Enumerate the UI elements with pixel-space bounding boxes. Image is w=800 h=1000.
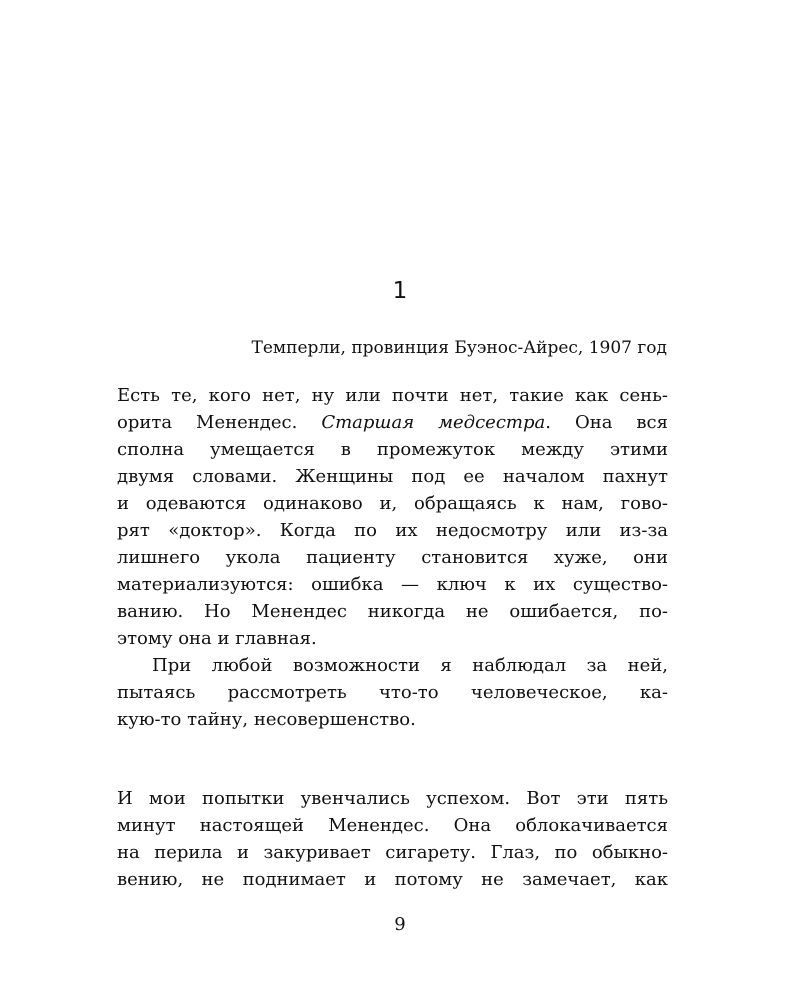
text-line: пытаясь рассмотреть что-то человеческое, ка-: [117, 682, 668, 703]
text-line: двумя словами. Женщины под ее началом пахнут: [117, 466, 668, 487]
text-line: кую-то тайну, несовершенство.: [117, 709, 416, 730]
text-line: рят «доктор». Когда по их недосмотру или из-за: [117, 520, 668, 541]
text-segment: . Она вся: [545, 412, 668, 433]
page-number: 9: [394, 914, 406, 935]
chapter-number: 1: [392, 278, 408, 304]
text-segment: орита Менендес.: [117, 412, 322, 433]
paragraph-3: [117, 785, 668, 893]
text-line: и одеваются одинаково и, обращаясь к нам, гово-: [117, 493, 668, 514]
text-line: [117, 409, 668, 436]
paragraph-1: [117, 382, 668, 652]
text-line: ванию. Но Менендес никогда не ошибается, по-: [117, 601, 668, 622]
text-line: При любой возможности я наблюдал за ней,: [152, 655, 668, 676]
text-block-main: [117, 382, 668, 733]
text-line: минут настоящей Менендес. Она облокачивается: [117, 815, 668, 836]
text-line: на перила и закуривает сигарету. Глаз, по обыкно-: [117, 842, 668, 863]
epigraph: Темперли, провинция Буэнос-Айрес, 1907 год: [251, 338, 667, 358]
text-line: И мои попытки увенчались успехом. Вот эти пять: [117, 788, 668, 809]
text-line: этому она и главная.: [117, 628, 317, 649]
text-line: лишнего укола пациенту становится хуже, они: [117, 547, 668, 568]
paragraph-2: [117, 652, 668, 733]
text-line: материализуются: ошибка — ключ к их существо-: [117, 574, 668, 595]
text-block-continued: [117, 785, 668, 893]
text-line: сполна умещается в промежуток между этими: [117, 439, 668, 460]
emphasis: Старшая медсестра: [321, 412, 546, 433]
text-line: Есть те, кого нет, ну или почти нет, такие как сень-: [117, 385, 668, 406]
text-line: вению, не поднимает и потому не замечает, как: [117, 869, 668, 890]
